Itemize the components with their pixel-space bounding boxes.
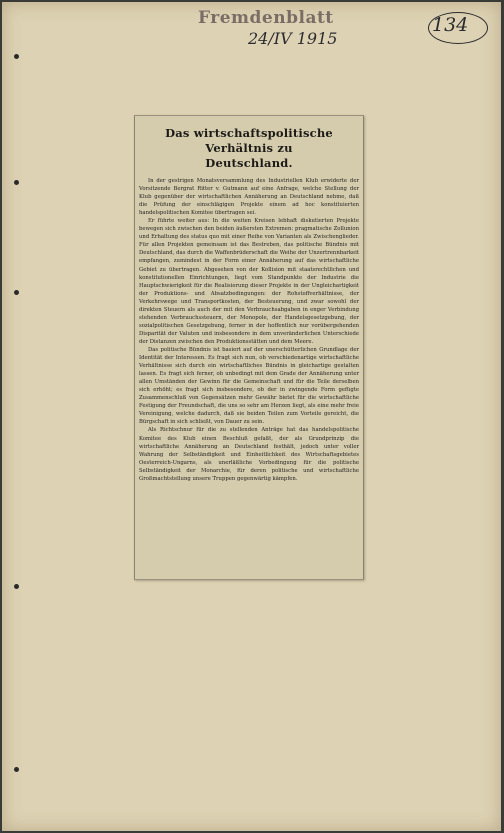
page-number-circle [428, 12, 488, 44]
headline-line-1: Das wirtschaftspolitische Verhältnis zu [165, 126, 333, 155]
punch-hole-3 [14, 290, 19, 295]
newspaper-clipping [134, 115, 364, 580]
article-body [139, 177, 359, 483]
punch-hole-4 [14, 584, 19, 589]
punch-hole-2 [14, 180, 19, 185]
handwritten-page-number [432, 14, 492, 42]
punch-hole-1 [14, 54, 19, 59]
headline-line-2: Deutschland. [205, 156, 293, 170]
page-number-text: 134 [432, 14, 469, 36]
article-headline [141, 126, 357, 171]
article-paragraph: Als Richtschnur für die zu stellenden Anträge hat das handelspolitische Komitee des Klub einen Beschluß gefaßt, der als Grundprinzip die wirtschaftliche Annäherung an Deutschland festhält, jedoch unter voller Wahrung der Selbständigkeit und Einheitlichkeit des Wirtschaftsgebietes Oesterreich-Ungarns, als unerläßliche Vorbedingung für die politische Selbständigkeit der Monarchie, für deren politische und wirtschaftliche Großmachtstellung unsere Truppen gegenwärtig kämpfen. [139, 427, 359, 482]
handwritten-date: 24/IV 1915 [248, 29, 338, 48]
punch-hole-5 [14, 767, 19, 772]
article-paragraph: In der gestrigen Monatsversammlung des Industriellen Klub erwiderte der Vorsitzende Bergrat Ritter v. Gutmann auf eine Anfrage, welche Stellung der Klub gegenüber der wirtschaftlichen Annäherung an Deutschland nehme, daß die Prüfung der einschlägigen Projekte einem ad hoc konstituierten handelspolitischen Komitee übertragen sei. [139, 178, 359, 217]
article-paragraph: Das politische Bündnis ist basiert auf der unerschütterlichen Grundlage der Identität der Interessen. Es fragt sich nun, ob verschiedenartige wirtschaftliche Verhältnisse sich durch ein wirtschaftliches Bündnis in gleichartige gestalten lassen. Es fragt sich ferner, ob unbedingt mit dem Grade der Annäherung unter allen Umständen der Gewinn für die Gemeinschaft und für die Teile derselben sich erhöht; es fragt sich insbesondere, ob der in zwingende Form gefügte Zusammenschluß von Gegensätzen mehr Gewähr bietet für die wirtschaftliche Festigung der Freundschaft, die uns so sehr am Herzen liegt, als eine mehr freie Vereinigung, welche dadurch, daß sie beiden Teilen zum Vorteile gereicht, die Bürgschaft in sich schließt, von Dauer zu sein. [139, 346, 359, 426]
article-paragraph: Er führte weiter aus: In die weiten Kreisen lebhaft diskutierten Projekte bewegen sich zwischen den beiden äußersten Extremen: pragmatische Zollunion und Erhaltung des status quo mit einer Reihe von Varianten als Zwischenglieder. Für allen Projekten gemeinsam ist das Bestreben, das politische Bündnis mit Deutschland, das durch die Waffenbrüderschaft die Weihe der Unzertrennbarkeit empfangen, zumindest in der Form einer Annäherung auf das wirtschaftliche Gebiet zu übertragen. Abgesehen von der Kollision mit staatsrechtlichen und konstitutionellen Einrichtungen, liegt vom Standpunkte der Industrie die Hauptschwierigkeit für die Realisierung dieser Projekte in der Ungleichartigkeit der Produktions- und Absatzbedingungen: der Rohstoffverhältnisse, der Verkehrswege und Transportkosten, der Besteuerung, und zwar sowohl der direkten Steuern als auch der mit den Verbrauchsabgaben in enger Verbindung stehenden Verbrauchssteuern, der Monopole, der Handelsgesetzgebung, der sozialpolitischen Gesetzgebung, ferner in der hoffentlich nur vorübergehenden Disparität der Valuten und insbesondere in dem unveränderlichen Unterschiede der Distanzen zwischen den Produktionsstätten und dem Meere. [139, 218, 359, 345]
newspaper-stamp: Fremdenblatt [198, 8, 334, 28]
archive-page [2, 2, 501, 831]
